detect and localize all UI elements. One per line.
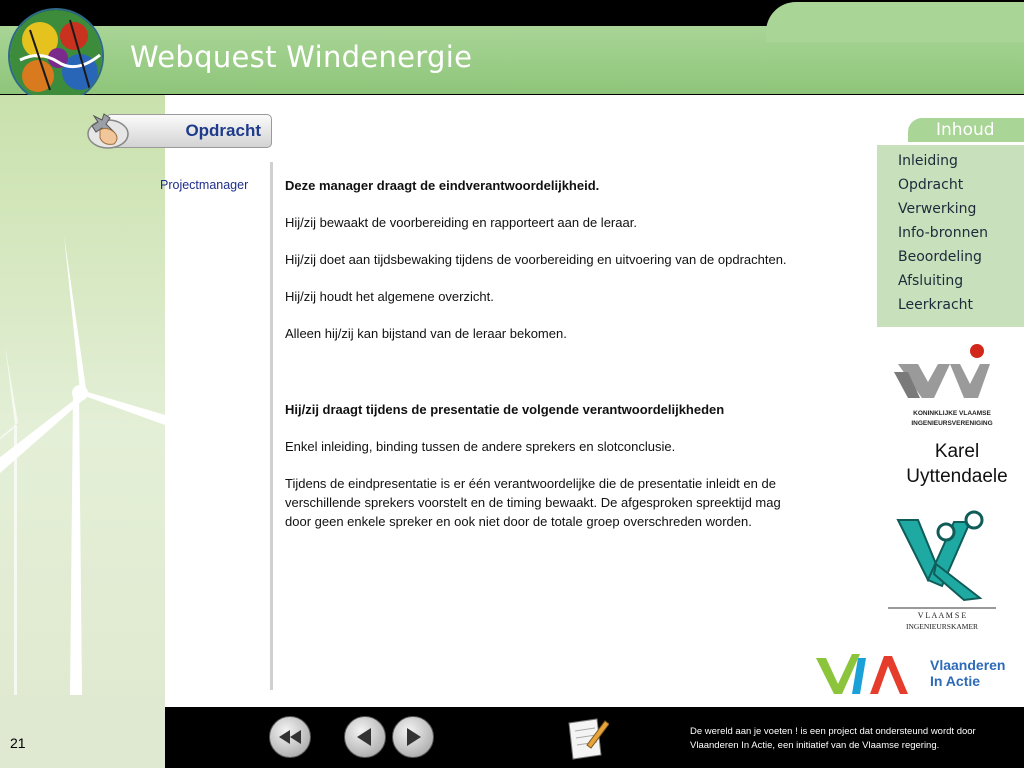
content-divider xyxy=(270,162,273,690)
menu-item-info-bronnen[interactable]: Info-bronnen xyxy=(898,225,988,241)
vik-text-line2: INGENIEURSKAMER xyxy=(905,622,979,631)
role-label: Projectmanager xyxy=(160,178,249,192)
notes-icon xyxy=(565,715,609,761)
via-text-line1: Vlaanderen xyxy=(930,657,1006,673)
kvi-text-line1: KONINKLIJKE VLAAMSE xyxy=(913,410,991,417)
spacer xyxy=(285,361,805,400)
wind-turbine-background xyxy=(0,95,165,768)
content-menu xyxy=(877,145,1024,327)
back-button[interactable] xyxy=(344,716,386,758)
contact-first-name: Karel xyxy=(934,441,980,462)
menu-item-leerkracht[interactable]: Leerkracht xyxy=(898,297,974,313)
opdracht-label: Opdracht xyxy=(185,121,261,140)
contact-last-name: Uyttendaele xyxy=(906,466,1008,487)
menu-item-opdracht[interactable]: Opdracht xyxy=(898,177,964,193)
forward-icon xyxy=(393,717,433,757)
presentation-paragraph-2: Tijdens de eindpresentatie is er één verantwoordelijke die de presentatie inleidt en de verschillende sprekers voorstelt en de timing bewaakt. De afgesproken spreektijd mag door geen enkele spreker en ook niet door de totale groep overschreden worden. xyxy=(285,476,781,529)
vik-text-line1: V L A A M S E xyxy=(917,611,967,620)
paragraph-3: Hij/zij doet aan tijdsbewaking tijdens de voorbereiding en uitvoering van de opdrachten. xyxy=(285,252,787,267)
wrench-hand-icon xyxy=(84,108,132,150)
back-icon xyxy=(345,717,385,757)
vik-logo xyxy=(884,508,1004,633)
contact-name xyxy=(897,439,1017,489)
inhoud-title: Inhoud xyxy=(936,120,995,140)
via-text-line2: In Actie xyxy=(930,673,981,689)
opdracht-section-button[interactable] xyxy=(84,112,272,150)
rewind-icon xyxy=(270,717,310,757)
kvi-text-line2: INGENIEURSVERENIGING xyxy=(911,420,993,427)
project-logo xyxy=(8,8,104,104)
paragraph-1: Deze manager draagt de eindverantwoordelijkheid. xyxy=(285,178,600,193)
kvi-logo xyxy=(890,342,1010,432)
presentation-heading: Hij/zij draagt tijdens de presentatie de volgende verantwoordelijkheden xyxy=(285,402,725,417)
rewind-button[interactable] xyxy=(269,716,311,758)
footer-credits: De wereld aan je voeten ! is een project dat ondersteund wordt door Vlaanderen In Actie, een initiatief van de Vlaamse regering. xyxy=(690,726,976,751)
menu-item-verwerking[interactable]: Verwerking xyxy=(898,201,977,217)
vlaanderen-in-actie-logo xyxy=(812,648,1018,702)
paragraph-2: Hij/zij bewaakt de voorbereiding en rapporteert aan de leraar. xyxy=(285,215,637,230)
menu-item-afsluiting[interactable]: Afsluiting xyxy=(898,273,964,289)
header-tab-decoration xyxy=(766,2,1024,42)
menu-item-inleiding[interactable]: Inleiding xyxy=(898,153,958,169)
page-number: 21 xyxy=(10,735,26,751)
forward-button[interactable] xyxy=(392,716,434,758)
paragraph-5: Alleen hij/zij kan bijstand van de leraar bekomen. xyxy=(285,326,567,341)
paragraph-4: Hij/zij houdt het algemene overzicht. xyxy=(285,289,494,304)
notes-button[interactable] xyxy=(565,715,609,761)
menu-item-beoordeling[interactable]: Beoordeling xyxy=(898,249,982,265)
presentation-paragraph-1: Enkel inleiding, binding tussen de andere sprekers en slotconclusie. xyxy=(285,439,676,454)
task-description xyxy=(285,176,805,549)
app-title: Webquest Windenergie xyxy=(130,40,473,74)
